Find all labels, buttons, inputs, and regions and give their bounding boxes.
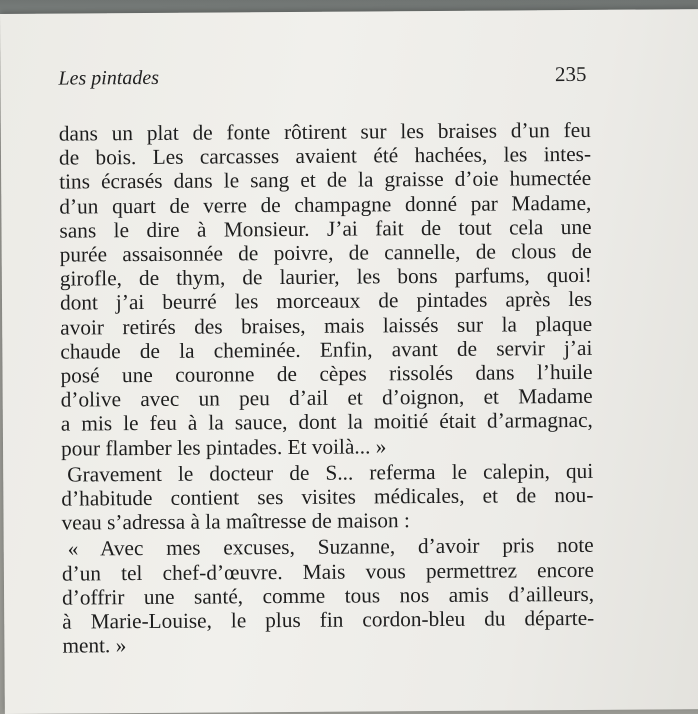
- text-line: pour flamber les pintades. Et voilà... »: [60, 433, 387, 461]
- page-number: 235: [554, 61, 587, 87]
- page-header: [58, 62, 586, 91]
- text-line: d’un quart de verre de champagne donné par Madame,: [59, 190, 592, 219]
- text-line: dans un plat de fonte rôtirent sur les braises d’un feu: [58, 117, 591, 146]
- text-line: a mis le feu à la sauce, dont la moitié était d’armagnac,: [60, 408, 593, 437]
- text-line: tins écrasés dans le sang et de la graisse d’oie humectée: [59, 166, 592, 194]
- text-line: d’offrir une santé, comme tous nos amis d’ailleurs,: [61, 581, 595, 610]
- text-line: à Marie-Louise, le plus fin cordon-bleu du départe-: [62, 605, 595, 634]
- text-line: chaude de la cheminée. Enfin, avant de servir j’ai: [60, 335, 593, 364]
- text-line: d’un tel chef-d’œuvre. Mais vous permettrez encore: [61, 557, 594, 586]
- text-line: « Avec mes excuses, Suzanne, d’avoir pris note: [67, 533, 594, 561]
- text-line: girofle, de thym, de laurier, les bons parfums, quoi!: [59, 263, 592, 291]
- text-line: sans le dire à Monsieur. J’ai fait de tout cela une: [59, 214, 592, 243]
- paragraph-toast: [62, 533, 595, 658]
- text-line: de bois. Les carcasses avaient été hachées, les intes-: [58, 142, 592, 170]
- text-line: avoir retirés des braises, mais laissés sur la plaque: [60, 311, 593, 340]
- running-title: Les pintades: [58, 66, 160, 90]
- text-line: d’olive avec un peu d’ail et d’oignon, et Madame: [60, 384, 593, 412]
- text-line: purée assaisonnée de poivre, de cannelle, de clous de: [59, 238, 592, 267]
- text-line: Gravement le docteur de S... referma le calepin, qui: [67, 458, 594, 487]
- book-page: [0, 9, 698, 714]
- text-line: ment. »: [62, 633, 127, 658]
- text-line: d’habitude contient ses visites médicales, et de nou-: [61, 482, 594, 511]
- text-line: veau s’adressa à la maîtresse de maison :: [61, 508, 410, 535]
- body-text: [59, 118, 595, 658]
- paragraph-recipe: [59, 118, 593, 461]
- text-line: posé une couronne de cèpes rissolés dans l’huile: [60, 359, 593, 388]
- text-line: dont j’ai beurré les morceaux de pintades après les: [59, 287, 593, 316]
- paragraph-doctor: [61, 459, 593, 535]
